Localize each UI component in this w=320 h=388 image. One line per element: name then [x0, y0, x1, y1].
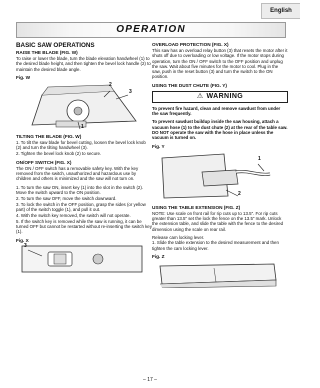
- table-extension-note: NOTE: Use scale on front rail for rip cuts up to 13.5". For rip cuts greater than 13.5" set the lock the fence on the 13.5" mark. Unlock the extension table, and slide the table with the fence to the desired dimension using the scale on rear rail.: [152, 210, 284, 232]
- fig-w-callout-1: 1: [81, 124, 84, 131]
- warning-label: WARNING: [206, 92, 244, 100]
- fig-y-illustration: [154, 150, 282, 202]
- table-extension-heading: USING THE TABLE EXTENSION (FIG. Z): [152, 204, 241, 210]
- raise-blade-heading: RAISE THE BLADE (FIG. W): [16, 50, 78, 55]
- fig-z-label: Fig. Z: [152, 253, 165, 259]
- overload-text: This saw has an overload relay button (3) that resets the motor after it shuts off due to overloading or low voltage. If the motor stops during operation, turn the ON / OFF switch to the OFF position and unplug the saw. Wait about five minutes for the motor to cool. Plug in the saw, push in the reset button (3) and turn the switch to the ON position.: [152, 48, 288, 80]
- fig-y-label: Fig. Y: [152, 143, 165, 149]
- page-banner-title: OPERATION: [16, 22, 286, 38]
- raise-blade-text: To raise or lower the blade, turn the blade elevation handwheel (1) to the desired blade height, and then tighten the bevel lock handle (2) to maintain the desired blade angle.: [16, 56, 151, 72]
- table-extension-release: Release cam locking lever.: [152, 235, 205, 241]
- page-number: – 17 –: [143, 377, 157, 383]
- dust-chute-heading: USING THE DUST CHUTE (FIG. Y): [152, 82, 227, 88]
- tilt-steps-list: [16, 140, 152, 156]
- section-title: BASIC SAW OPERATIONS: [16, 42, 95, 49]
- fig-z-illustration: [154, 260, 282, 288]
- fig-x-label: Fig. X: [16, 237, 29, 243]
- onoff-steps-list: [16, 185, 152, 235]
- onoff-switch-heading: ON/OFF SWITCH (FIG. X): [16, 159, 72, 165]
- fig-w-callout-3: 3: [129, 89, 132, 96]
- list-item: 3. To lock the switch in the OFF position, grasp the sides (or yellow part) of the switch toggle (1), and pull it out.: [16, 201, 146, 212]
- language-tab: English: [261, 3, 300, 19]
- left-column: [16, 42, 152, 277]
- warning-text-fire: To prevent fire hazard, clean and remove sawdust from under the saw frequently.: [152, 105, 281, 117]
- list-item: 4. With the switch key removed, the switch will not operate.: [16, 212, 131, 218]
- fig-w-illustration: [18, 81, 146, 131]
- table-extension-steps: [152, 240, 288, 251]
- warning-triangle-icon: ⚠: [196, 92, 204, 100]
- right-column: [152, 42, 288, 291]
- fig-x-callout-3: 3: [24, 242, 27, 249]
- warning-text-buildup: To prevent sawdust buildup inside the saw housing, attach a vacuum hose (1) to the dust chute (2) at the rear of the table saw. DO NOT operate the saw with the hose in place unless the vacuum is turned on.: [152, 119, 288, 141]
- fig-w-callout-2: 2: [109, 82, 112, 89]
- tilt-blade-heading: TILTING THE BLADE (FIG. W): [16, 134, 82, 140]
- list-item: 2. Tighten the bevel lock knob (2) to secure.: [16, 151, 102, 157]
- overload-heading: OVERLOAD PROTECTION (FIG. X): [152, 42, 229, 47]
- fig-x-illustration: [18, 244, 146, 274]
- warning-box: [152, 91, 288, 103]
- fig-y-callout-1: 1: [258, 155, 261, 162]
- onoff-switch-text: The ON / OFF switch has a removable safety key. With the key removed from the switch, unauthorized and hazardous use by children and others is minimized and the saw will not turn on.: [16, 165, 139, 182]
- fig-w-label: Fig. W: [16, 74, 31, 80]
- list-item: 2. To turn the saw OFF, move the switch downward.: [16, 195, 117, 201]
- list-item: 1. To tilt the saw blade for bevel cutting, loosen the bevel lock knob (2) and turn the tilting handwheel (3).: [16, 140, 146, 151]
- list-item: 1. To turn the saw ON, insert key (1) into the slot in the switch (2). Move the switch upward to the ON position.: [16, 184, 144, 195]
- list-item: 5. If the switch key is removed while the saw is running, it can be turned OFF but cannot be restarted without re-inserting the switch key (1).: [16, 218, 152, 235]
- list-item: 1. Slide the table extension to the desired measurement and then tighten the cam locking lever.: [152, 240, 279, 251]
- fig-y-callout-2: 2: [238, 190, 241, 197]
